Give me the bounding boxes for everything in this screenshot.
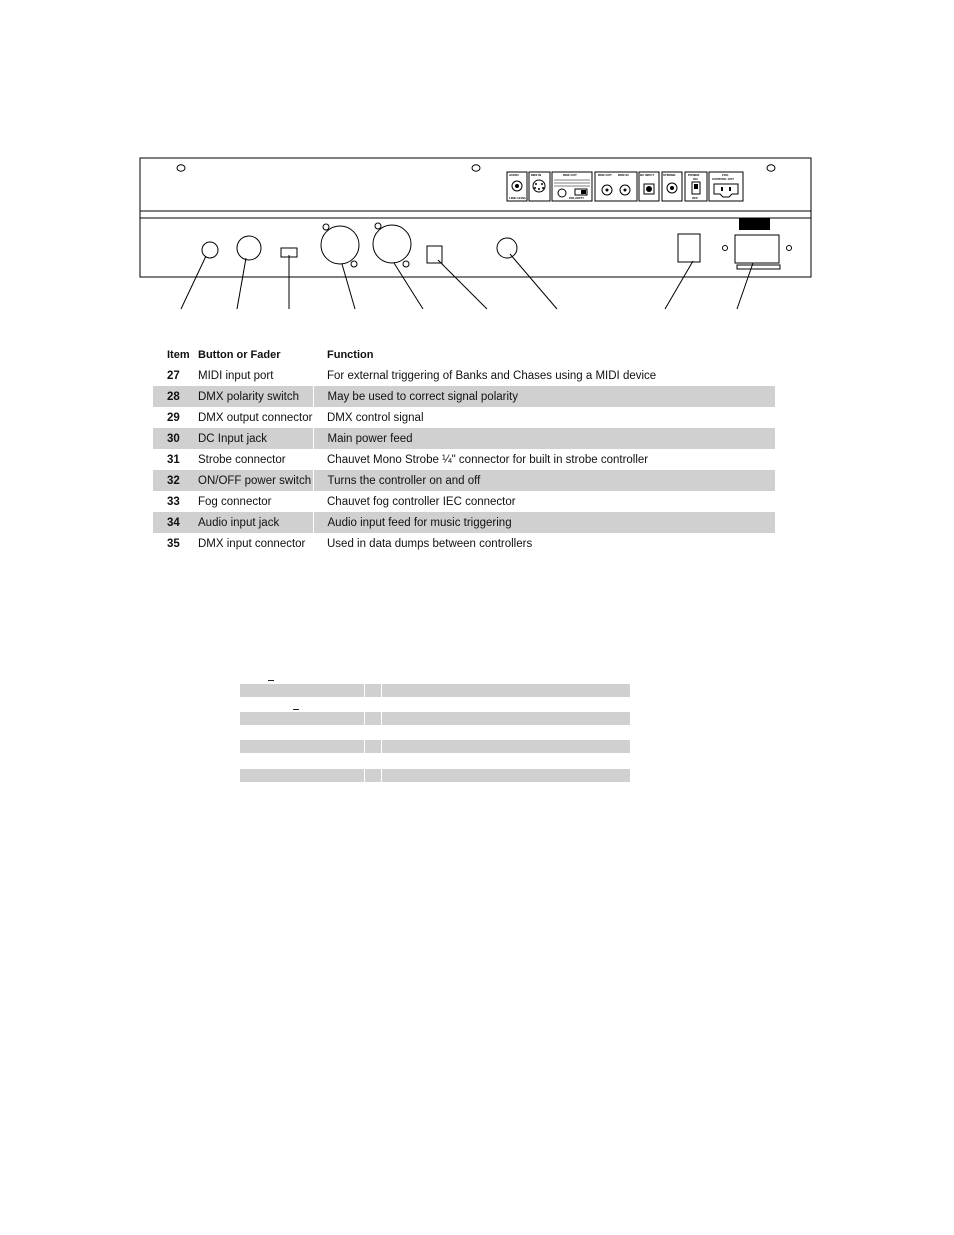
row-name: DC Input jack [184,428,313,449]
table-row [153,470,776,491]
row-item: 27 [167,369,180,382]
row-item: 34 [153,512,184,533]
label-dmx-out-2: DMX OUT [598,173,612,177]
mount-hole-left [177,165,185,171]
midi-port-outline [237,236,261,260]
table-row [153,449,776,470]
row-name: DMX polarity switch [184,386,313,407]
row-item: 35 [167,537,180,550]
dmx-in-outline [373,225,411,263]
shaded-bar [240,712,630,725]
tick-mark [268,680,274,681]
row-function: For external triggering of Banks and Chases using a MIDI device [327,369,657,382]
row-item: 33 [167,495,180,508]
row-function: Chauvet fog controller IEC connector [327,495,516,508]
dc-input-outline [427,246,442,263]
top-jack-strip [507,172,743,201]
strobe-jack-outline [497,238,517,258]
label-dmx-in: DMX IN [618,173,629,177]
fog-label-plate [739,218,770,230]
row-name: Audio input jack [184,512,313,533]
label-dmx-out-1: DMX OUT [563,173,577,177]
row-function: May be used to correct signal polarity [313,386,776,407]
label-audio: AUDIO [509,173,519,177]
label-midi-in: MIDI IN [531,173,542,177]
label-off: OFF [692,196,698,200]
table-row [153,533,776,554]
row-name: ON/OFF power switch [184,470,313,491]
connector-function-table [153,344,776,554]
audio-jack-outline [202,242,218,258]
label-power: POWER [688,173,700,177]
row-function: Turns the controller on and off [313,470,776,491]
header-function: Function [327,348,374,361]
row-function: DMX control signal [327,411,424,424]
rear-panel-diagram [138,156,814,316]
dmx-in-screw-top [375,223,381,229]
shaded-bar [240,740,630,753]
row-item: 29 [167,411,180,424]
row-name: DMX input connector [198,537,306,550]
label-polarity: POLARITY [569,196,585,200]
row-item: 28 [153,386,184,407]
dmx-in-screw-bottom [403,261,409,267]
callout-leader-lines [181,254,753,309]
row-name: MIDI input port [198,369,274,382]
row-item: 31 [167,453,180,466]
row-function: Chauvet Mono Strobe ¼" connector for built in strobe controller [327,453,649,466]
shaded-bar [240,684,630,697]
row-item: 30 [153,428,184,449]
label-control-out: CONTROL OUT [712,177,734,181]
row-function: Audio input feed for music triggering [313,512,776,533]
mount-hole-right [767,165,775,171]
label-fog: FOG [722,173,729,177]
dmx-out-outline [321,226,359,264]
table-row [153,365,776,386]
table-row [153,386,776,407]
row-item: 32 [153,470,184,491]
label-on: ON [693,177,698,181]
label-strobe: STROBE [663,173,676,177]
label-dc-input: DC INPUT [640,173,655,177]
shaded-bar [240,769,630,782]
label-line-level: LINE LEVEL [509,196,527,200]
tick-mark [293,709,299,710]
fog-screw-left [723,246,728,251]
row-name: Strobe connector [198,453,286,466]
table-header-row [153,344,776,365]
row-name: DMX output connector [198,411,313,424]
dmx-out-screw-bottom [351,261,357,267]
table-row [153,428,776,449]
table-row [153,512,776,533]
fog-screw-right [787,246,792,251]
header-button-or-fader: Button or Fader [198,348,281,361]
fog-label-strip [737,265,780,269]
power-switch-outline [678,234,700,262]
fog-connector-outline [735,235,779,263]
row-function: Used in data dumps between controllers [327,537,533,550]
empty-shaded-table [240,677,632,787]
header-item: Item [167,348,190,361]
table-row [153,491,776,512]
row-name: Fog connector [198,495,272,508]
row-function: Main power feed [313,428,776,449]
dmx-out-screw-top [323,224,329,230]
mount-hole-center [472,165,480,171]
table-row [153,407,776,428]
